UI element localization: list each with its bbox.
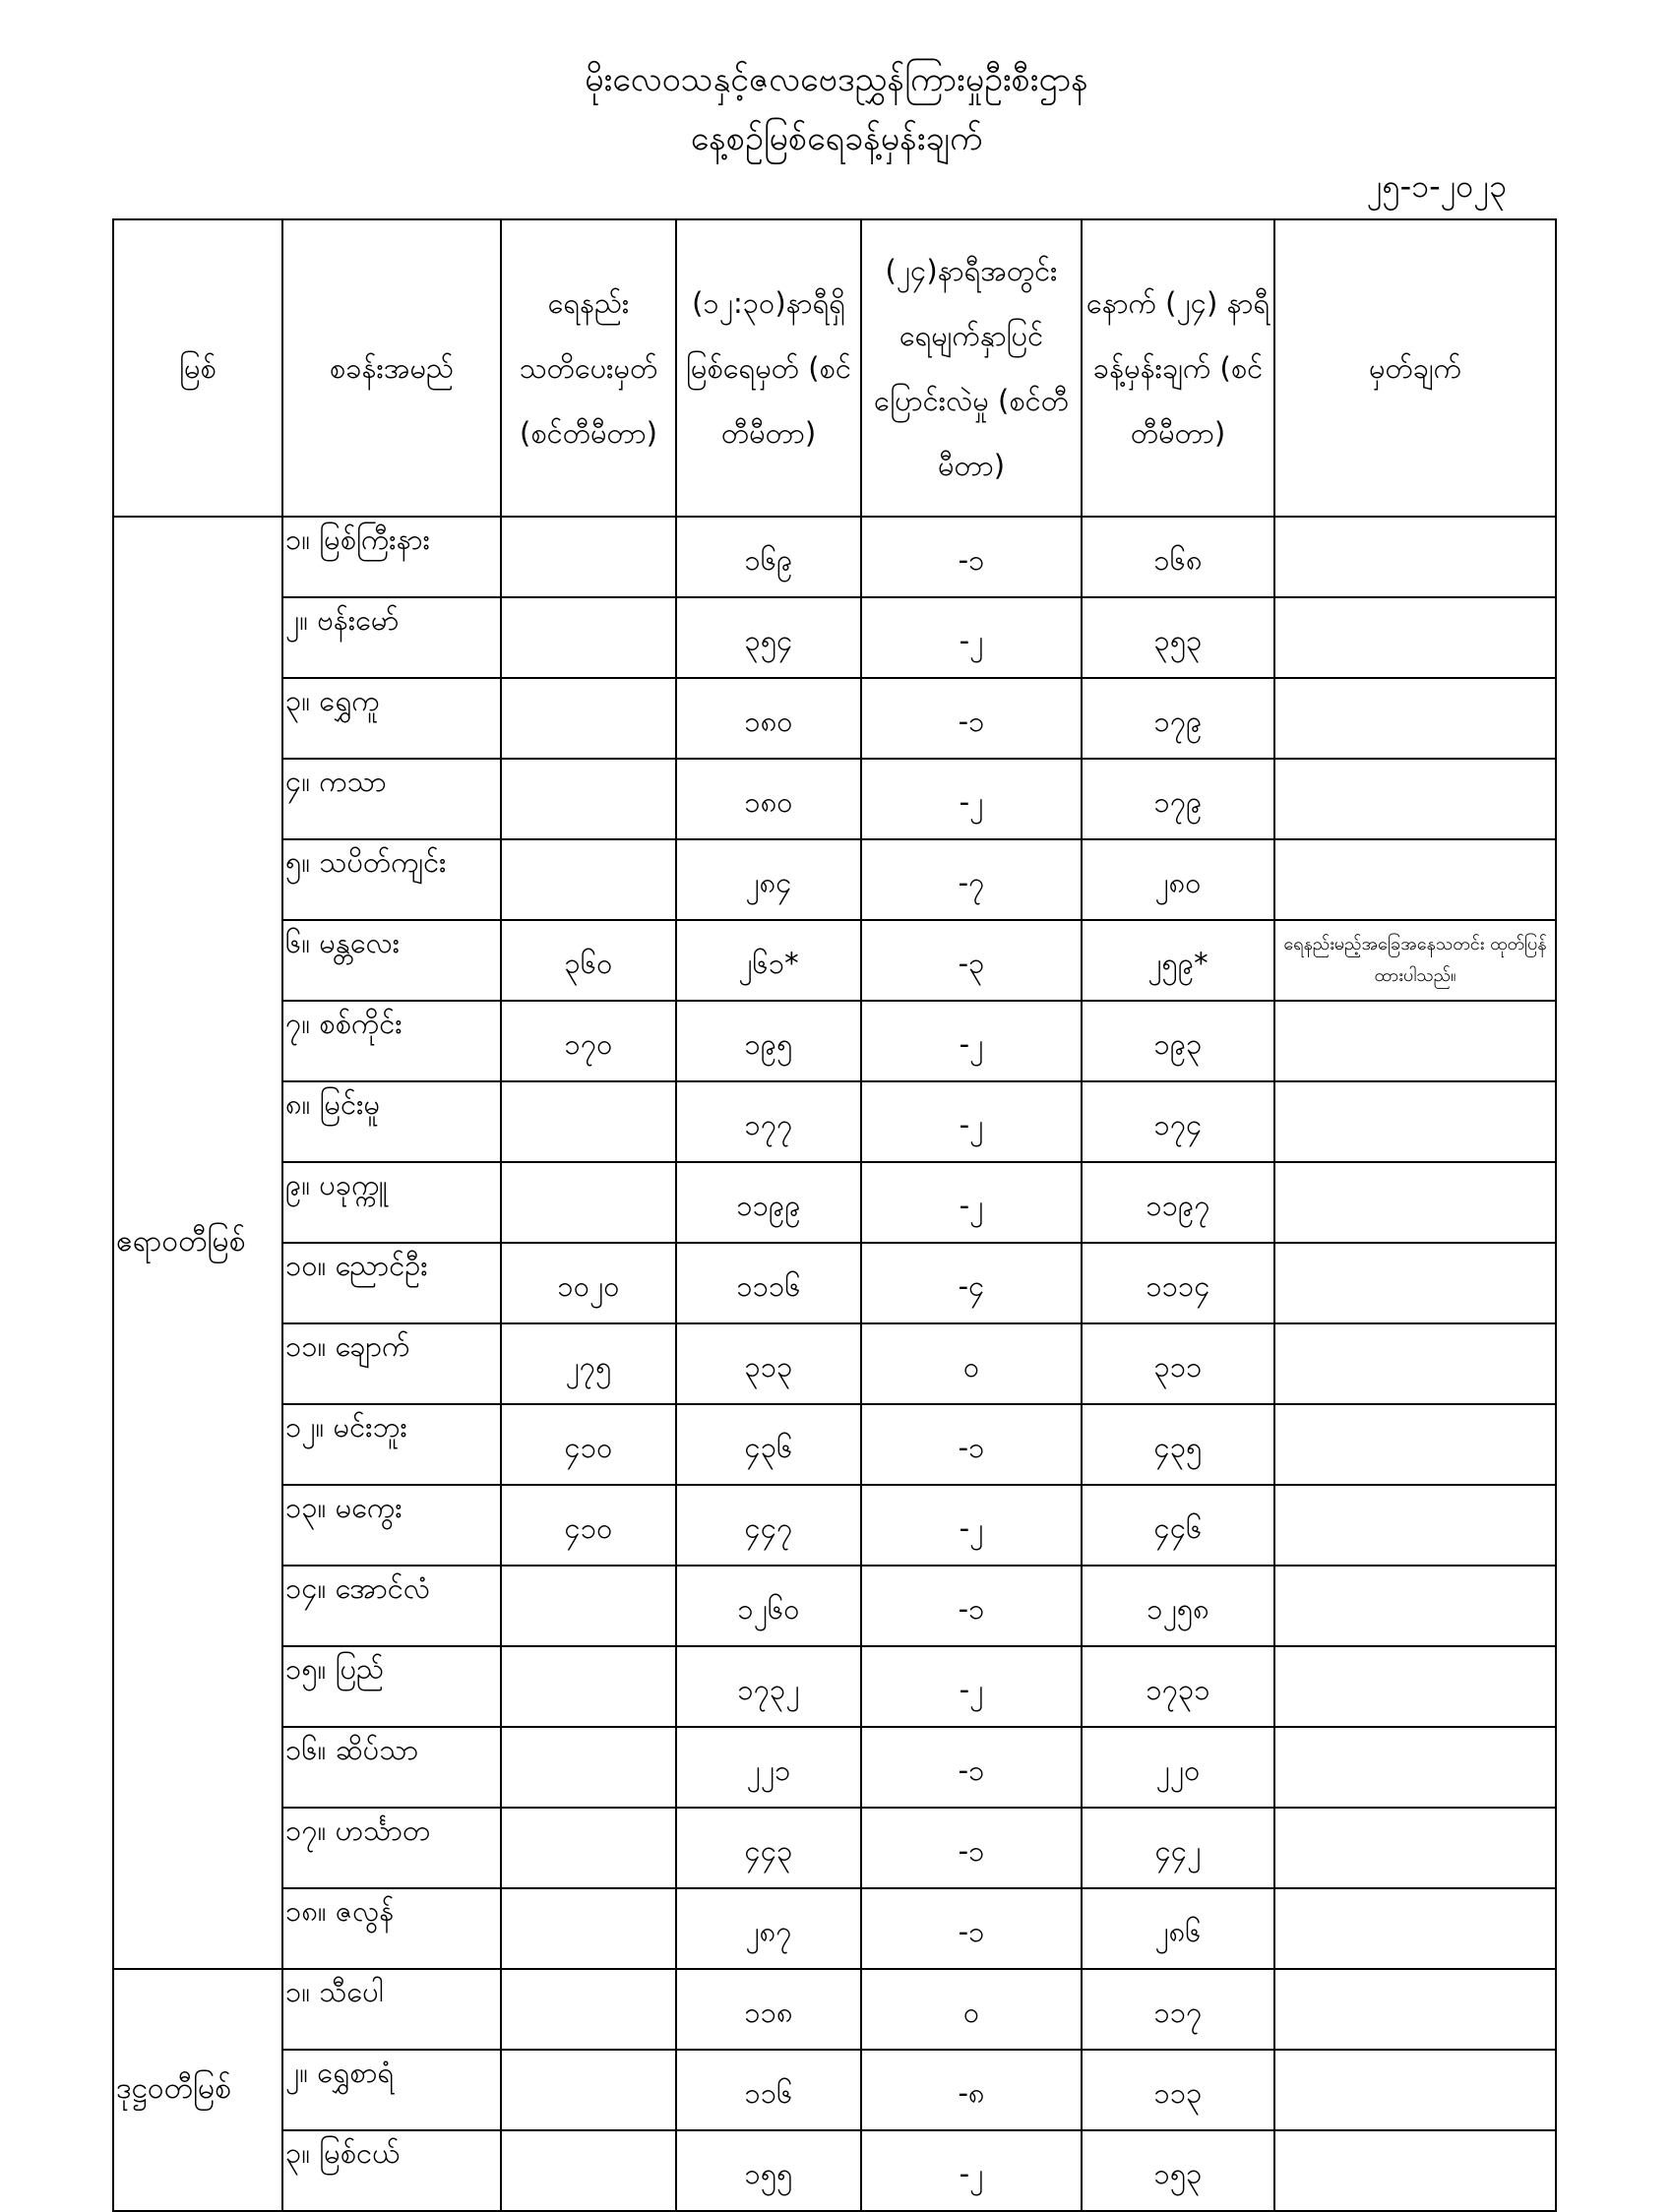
table-row <box>113 1727 1556 1808</box>
water-level: ၃၅၄ <box>676 597 861 678</box>
forecast-level: ၂၂၀ <box>1082 1727 1274 1808</box>
remark: ရေနည်းမည့်အခြေအနေသတင်း ထုတ်ပြန်ထားပါသည်။ <box>1274 920 1556 1001</box>
table-row <box>113 759 1556 839</box>
level-change: -၈ <box>861 2050 1082 2130</box>
water-level: ၁၁၁၆ <box>676 1243 861 1323</box>
station-name: ၇။ စစ်ကိုင်း <box>282 1001 501 1081</box>
warning-level: ၂၇၅ <box>501 1323 676 1404</box>
forecast-level: ၄၄၂ <box>1082 1808 1274 1888</box>
forecast-level: ၁၁၃ <box>1082 2050 1274 2130</box>
river-name: ဒုဋ္ဌဝတီမြစ် <box>113 1969 282 2211</box>
remark <box>1274 1243 1556 1323</box>
station-name: ၁၂။ မင်းဘူး <box>282 1404 501 1485</box>
station-name: ၆။ မန္တလေး <box>282 920 501 1001</box>
level-change: -၂ <box>861 1646 1082 1727</box>
station-name: ၉။ ပခုက္ကူ <box>282 1162 501 1243</box>
level-change: -၂ <box>861 597 1082 678</box>
forecast-level: ၁၉၃ <box>1082 1001 1274 1081</box>
remark <box>1274 597 1556 678</box>
remark <box>1274 1162 1556 1243</box>
forecast-level: ၁၇၃၁ <box>1082 1646 1274 1727</box>
header-station: စခန်းအမည် <box>282 219 501 517</box>
water-level: ၁၆၉ <box>676 517 861 597</box>
warning-level <box>501 1969 676 2050</box>
forecast-level: ၁၇၉ <box>1082 759 1274 839</box>
water-level: ၄၄၃ <box>676 1808 861 1888</box>
level-change: -၁ <box>861 1888 1082 1969</box>
forecast-level: ၄၃၅ <box>1082 1404 1274 1485</box>
warning-level: ၄၁၀ <box>501 1404 676 1485</box>
page-subtitle: နေ့စဉ်မြစ်ရေခန့်မှန်းချက် <box>690 119 983 158</box>
forecast-level: ၂၅၉* <box>1082 920 1274 1001</box>
header-change: (၂၄)နာရီအတွင်း ရေမျက်နှာပြင် ပြောင်းလဲမှု (စင်တီမီတာ) <box>861 219 1082 517</box>
warning-level <box>501 597 676 678</box>
remark <box>1274 839 1556 920</box>
table-row <box>113 1888 1556 1969</box>
remark <box>1274 1485 1556 1566</box>
forecast-level: ၁၅၃ <box>1082 2130 1274 2211</box>
station-name: ၁၀။ ညောင်ဦး <box>282 1243 501 1323</box>
remark <box>1274 1001 1556 1081</box>
warning-level: ၃၆၀ <box>501 920 676 1001</box>
level-change: -၂ <box>861 1001 1082 1081</box>
water-level: ၂၂၁ <box>676 1727 861 1808</box>
remark <box>1274 1969 1556 2050</box>
remark <box>1274 1646 1556 1727</box>
table-row <box>113 1243 1556 1323</box>
water-level: ၁၇၇ <box>676 1081 861 1162</box>
station-name: ၁၄။ အောင်လံ <box>282 1566 501 1646</box>
level-change: -၄ <box>861 1243 1082 1323</box>
water-level: ၁၁၉၉ <box>676 1162 861 1243</box>
river-name: ဧရာဝတီမြစ် <box>113 517 282 1969</box>
forecast-level: ၁၁၉၇ <box>1082 1162 1274 1243</box>
station-name: ၂။ ဗန်းမော် <box>282 597 501 678</box>
forecast-level: ၁၇၉ <box>1082 678 1274 759</box>
station-name: ၁၁။ ချောက် <box>282 1323 501 1404</box>
water-level: ၂၈၄ <box>676 839 861 920</box>
water-level: ၁၂၆၀ <box>676 1566 861 1646</box>
forecast-level: ၁၁၁၄ <box>1082 1243 1274 1323</box>
remark <box>1274 1727 1556 1808</box>
table-row <box>113 1566 1556 1646</box>
table-row <box>113 2130 1556 2211</box>
station-name: ၁။ သီပေါ <box>282 1969 501 2050</box>
warning-level <box>501 1808 676 1888</box>
level-change: -၁ <box>861 1727 1082 1808</box>
level-change: ၀ <box>861 1969 1082 2050</box>
remark <box>1274 678 1556 759</box>
warning-level <box>501 1727 676 1808</box>
header-warning: ရေနည်း သတိပေးမှတ် (စင်တီမီတာ) <box>501 219 676 517</box>
water-level: ၁၁၈ <box>676 1969 861 2050</box>
station-name: ၃။ ရွှေကူ <box>282 678 501 759</box>
water-level: ၁၈၀ <box>676 759 861 839</box>
level-change: -၂ <box>861 1081 1082 1162</box>
water-level: ၂၆၁* <box>676 920 861 1001</box>
warning-level <box>501 2050 676 2130</box>
forecast-level: ၁၇၄ <box>1082 1081 1274 1162</box>
level-change: -၂ <box>861 759 1082 839</box>
remark <box>1274 1323 1556 1404</box>
table-row <box>113 1404 1556 1485</box>
station-name: ၂။ ရွှေစာရံ <box>282 2050 501 2130</box>
water-level: ၄၃၆ <box>676 1404 861 1485</box>
level-change: -၇ <box>861 839 1082 920</box>
forecast-level: ၂၈၀ <box>1082 839 1274 920</box>
level-change: -၁ <box>861 1566 1082 1646</box>
report-date: ၂၅-၁-၂၀၂၃ <box>1366 167 1508 205</box>
water-level: ၁၅၅ <box>676 2130 861 2211</box>
level-change: -၂ <box>861 1162 1082 1243</box>
station-name: ၁၃။ မကွေး <box>282 1485 501 1566</box>
table-body <box>113 517 1556 2211</box>
warning-level <box>501 1081 676 1162</box>
forecast-level: ၁၂၅၈ <box>1082 1566 1274 1646</box>
warning-level <box>501 1566 676 1646</box>
forecast-level: ၁၁၇ <box>1082 1969 1274 2050</box>
table-row <box>113 839 1556 920</box>
level-change: -၁ <box>861 678 1082 759</box>
warning-level <box>501 1646 676 1727</box>
station-name: ၅။ သပိတ်ကျင်း <box>282 839 501 920</box>
warning-level <box>501 678 676 759</box>
level-change: -၁ <box>861 1808 1082 1888</box>
water-level: ၁၈၀ <box>676 678 861 759</box>
warning-level <box>501 517 676 597</box>
level-change: -၁ <box>861 517 1082 597</box>
station-name: ၈။ မြင်းမူ <box>282 1081 501 1162</box>
level-change: -၂ <box>861 2130 1082 2211</box>
remark <box>1274 2050 1556 2130</box>
remark <box>1274 517 1556 597</box>
forecast-level: ၂၈၆ <box>1082 1888 1274 1969</box>
station-name: ၁။ မြစ်ကြီးနား <box>282 517 501 597</box>
remark <box>1274 2130 1556 2211</box>
header-remark: မှတ်ချက် <box>1274 219 1556 517</box>
level-change: -၁ <box>861 1404 1082 1485</box>
remark <box>1274 1888 1556 1969</box>
table-row <box>113 1081 1556 1162</box>
forecast-level: ၁၆၈ <box>1082 517 1274 597</box>
remark <box>1274 1808 1556 1888</box>
warning-level <box>501 1888 676 1969</box>
remark <box>1274 1404 1556 1485</box>
remark <box>1274 759 1556 839</box>
table-row <box>113 1808 1556 1888</box>
level-change: ၀ <box>861 1323 1082 1404</box>
warning-level <box>501 839 676 920</box>
level-change: -၂ <box>861 1485 1082 1566</box>
station-name: ၃။ မြစ်ငယ် <box>282 2130 501 2211</box>
remark <box>1274 1566 1556 1646</box>
header-forecast: နောက် (၂၄) နာရီ ခန့်မှန်းချက် (စင်တီမီတာ) <box>1082 219 1274 517</box>
page-title: မိုးလေဝသနှင့်ဇလဗေဒညွှန်ကြားမှုဦးစီးဌာန <box>585 60 1088 99</box>
warning-level: ၄၁၀ <box>501 1485 676 1566</box>
header-level: (၁၂:၃၀)နာရီရှိ မြစ်ရေမှတ် (စင်တီမီတာ) <box>676 219 861 517</box>
table-row <box>113 597 1556 678</box>
table-row <box>113 1323 1556 1404</box>
warning-level: ၁၀၂၀ <box>501 1243 676 1323</box>
table-row <box>113 517 1556 597</box>
table-row <box>113 678 1556 759</box>
station-name: ၁၇။ ဟင်္သာတ <box>282 1808 501 1888</box>
water-level: ၂၈၇ <box>676 1888 861 1969</box>
station-name: ၁၈။ ဇလွန် <box>282 1888 501 1969</box>
forecast-level: ၃၅၃ <box>1082 597 1274 678</box>
river-forecast-table <box>112 218 1557 2212</box>
forecast-level: ၄၄၆ <box>1082 1485 1274 1566</box>
water-level: ၁၁၆ <box>676 2050 861 2130</box>
station-name: ၁၅။ ပြည် <box>282 1646 501 1727</box>
warning-level <box>501 759 676 839</box>
header-river: မြစ် <box>113 219 282 517</box>
header-row <box>113 219 1556 517</box>
warning-level <box>501 2130 676 2211</box>
water-level: ၁၇၃၂ <box>676 1646 861 1727</box>
level-change: -၃ <box>861 920 1082 1001</box>
table-row <box>113 920 1556 1001</box>
table-row <box>113 1969 1556 2050</box>
water-level: ၄၄၇ <box>676 1485 861 1566</box>
remark <box>1274 1081 1556 1162</box>
station-name: ၄။ ကသာ <box>282 759 501 839</box>
table-row <box>113 1646 1556 1727</box>
water-level: ၃၁၃ <box>676 1323 861 1404</box>
table-row <box>113 1001 1556 1081</box>
station-name: ၁၆။ ဆိပ်သာ <box>282 1727 501 1808</box>
warning-level: ၁၇၀ <box>501 1001 676 1081</box>
table-row <box>113 1162 1556 1243</box>
table-row <box>113 1485 1556 1566</box>
water-level: ၁၉၅ <box>676 1001 861 1081</box>
warning-level <box>501 1162 676 1243</box>
table-row <box>113 2050 1556 2130</box>
forecast-level: ၃၁၁ <box>1082 1323 1274 1404</box>
